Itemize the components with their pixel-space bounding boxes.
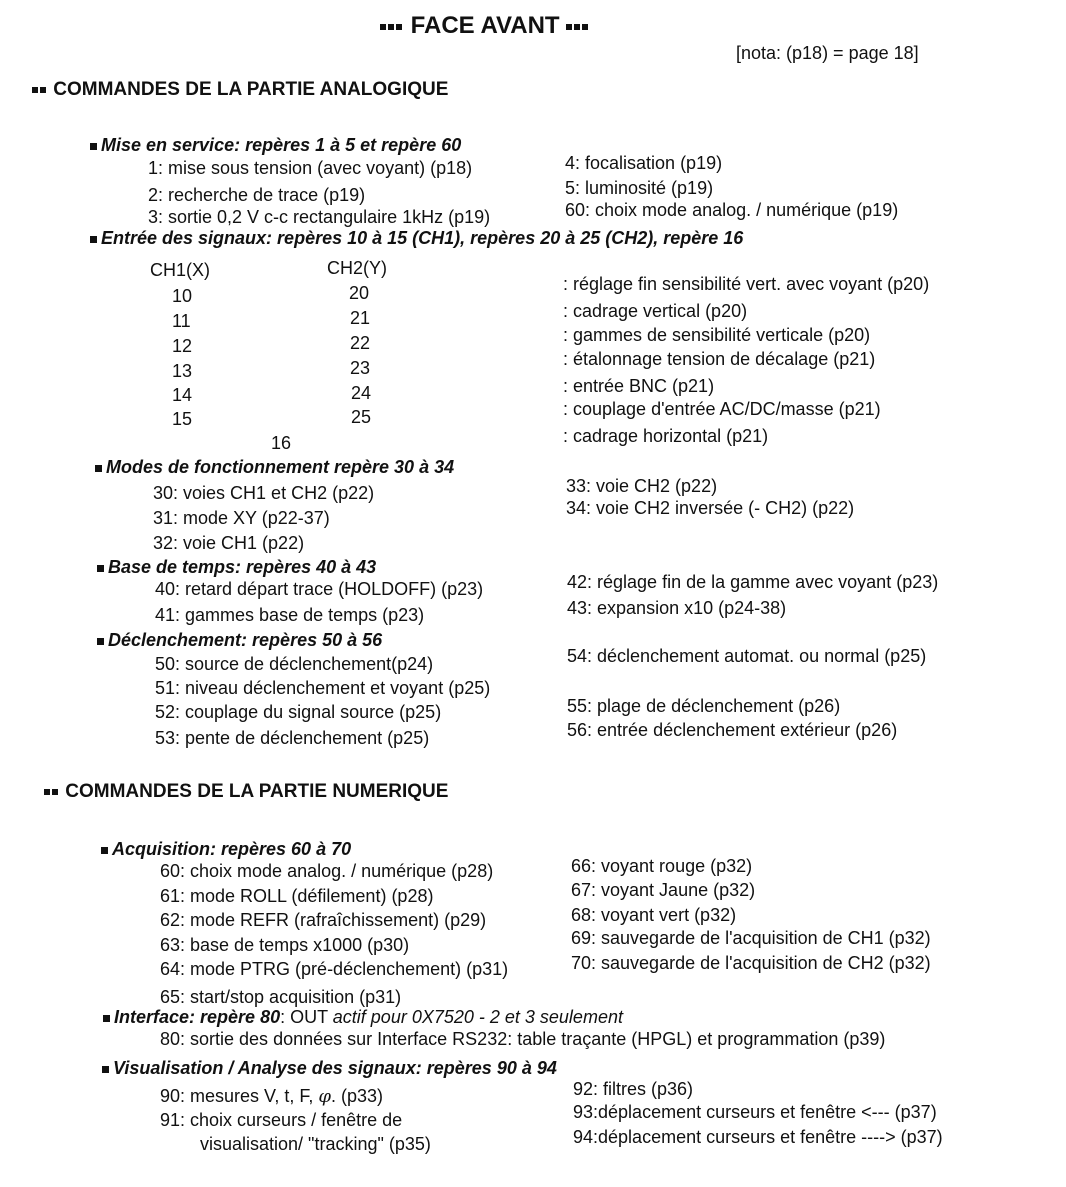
ch2-value: 25	[351, 407, 372, 427]
visu-right-1: 92: filtres (p36)	[573, 1079, 694, 1099]
acq-right-1: 66: voyant rouge (p32)	[571, 856, 753, 876]
entree-desc: : cadrage horizontal (p21)	[563, 426, 769, 446]
decl-left-4: 53: pente de déclenchement (p25)	[155, 728, 430, 748]
visu-section-title: Visualisation / Analyse des signaux: repères 90 à 94	[102, 1059, 557, 1077]
base-left-1: 40: retard départ trace (HOLDOFF) (p23)	[155, 579, 484, 599]
analog-heading-bullets	[32, 80, 48, 99]
visu-line-91b: visualisation/ "tracking" (p35)	[200, 1134, 431, 1154]
modes-left-2: 31: mode XY (p22-37)	[153, 508, 330, 528]
decl-section-title: Déclenchement: repères 50 à 56	[97, 631, 382, 649]
bullet-square	[97, 565, 104, 572]
page-title-row	[380, 14, 590, 39]
mise-left-2: 2: recherche de trace (p19)	[148, 185, 366, 205]
modes-right-1: 33: voie CH2 (p22)	[566, 476, 718, 496]
decl-right-2: 55: plage de déclenchement (p26)	[567, 696, 841, 716]
ch2-value: 20	[349, 283, 370, 303]
mise-right-1: 4: focalisation (p19)	[565, 153, 723, 173]
horizontal-value: 16	[271, 433, 292, 453]
ch1-value: 11	[172, 311, 191, 331]
bullet-square	[95, 465, 102, 472]
entree-desc: : étalonnage tension de décalage (p21)	[563, 349, 876, 369]
acq-left-3: 62: mode REFR (rafraîchissement) (p29)	[160, 910, 487, 930]
ch2-value: 24	[351, 383, 372, 403]
numeric-heading-bullets	[44, 782, 60, 801]
page-title: FACE AVANT	[410, 12, 560, 39]
acq-left-1: 60: choix mode analog. / numérique (p28)	[160, 861, 494, 881]
acq-section-title: Acquisition: repères 60 à 70	[101, 840, 351, 858]
ch2-value: 21	[350, 308, 371, 328]
mise-left-1: 1: mise sous tension (avec voyant) (p18)	[148, 158, 473, 178]
ch2-value: 22	[350, 333, 371, 353]
decl-left-1: 50: source de déclenchement(p24)	[155, 654, 434, 674]
decl-left-3: 52: couplage du signal source (p25)	[155, 702, 442, 722]
mise-left-3: 3: sortie 0,2 V c-c rectangulaire 1kHz (p19)	[148, 207, 491, 227]
mise-section-title: Mise en service: repères 1 à 5 et repère 60	[90, 136, 461, 154]
interface-line: 80: sortie des données sur Interface RS232: table traçante (HPGL) et programmation (p39)	[160, 1029, 886, 1049]
analog-heading: COMMANDES DE LA PARTIE ANALOGIQUE	[53, 79, 449, 100]
entree-desc: : gammes de sensibilité verticale (p20)	[563, 325, 871, 345]
ch2-header: CH2(Y)	[327, 258, 388, 278]
bullet-square	[90, 143, 97, 150]
interface-out: : OUT	[280, 1007, 328, 1027]
ch1-value: 10	[172, 286, 193, 306]
visu-line-91a: 91: choix curseurs / fenêtre de	[160, 1110, 403, 1130]
decl-right-1: 54: déclenchement automat. ou normal (p25)	[567, 646, 927, 666]
numeric-heading-row	[44, 782, 448, 801]
modes-right-2: 34: voie CH2 inversée (- CH2) (p22)	[566, 498, 855, 518]
mise-right-3: 60: choix mode analog. / numérique (p19)	[565, 200, 899, 220]
modes-left-1: 30: voies CH1 et CH2 (p22)	[153, 483, 375, 503]
base-right-1: 42: réglage fin de la gamme avec voyant (p23)	[567, 572, 939, 592]
title-bullets-left	[380, 15, 404, 39]
decl-right-3: 56: entrée déclenchement extérieur (p26)	[567, 720, 898, 740]
visu-line-90: 90: mesures V, t, F, φ. (p33)	[160, 1086, 384, 1107]
base-right-2: 43: expansion x10 (p24-38)	[567, 598, 787, 618]
visu-right-2: 93:déplacement curseurs et fenêtre <--- (p37)	[573, 1102, 937, 1122]
interface-section-title: Interface: repère 80: OUT actif pour 0X7520 - 2 et 3 seulement	[103, 1008, 623, 1026]
mise-right-2: 5: luminosité (p19)	[565, 178, 714, 198]
ch1-header: CH1(X)	[150, 260, 211, 280]
modes-section-title: Modes de fonctionnement repère 30 à 34	[95, 458, 454, 476]
bullet-square	[101, 847, 108, 854]
base-left-2: 41: gammes base de temps (p23)	[155, 605, 425, 625]
analog-heading-row	[32, 80, 448, 99]
decl-left-2: 51: niveau déclenchement et voyant (p25)	[155, 678, 491, 698]
modes-left-3: 32: voie CH1 (p22)	[153, 533, 305, 553]
acq-left-5: 64: mode PTRG (pré-déclenchement) (p31)	[160, 959, 509, 979]
bullet-square	[90, 236, 97, 243]
ch2-value: 23	[350, 358, 371, 378]
nota-text: [nota: (p18) = page 18]	[736, 43, 919, 63]
interface-note: actif pour 0X7520 - 2 et 3 seulement	[332, 1007, 623, 1027]
acq-right-4: 69: sauvegarde de l'acquisition de CH1 (p32)	[571, 928, 931, 948]
acq-left-2: 61: mode ROLL (défilement) (p28)	[160, 886, 434, 906]
numeric-heading: COMMANDES DE LA PARTIE NUMERIQUE	[65, 781, 449, 802]
ch1-value: 14	[172, 385, 193, 405]
entree-section-title: Entrée des signaux: repères 10 à 15 (CH1), repères 20 à 25 (CH2), repère 16	[90, 229, 743, 247]
acq-right-5: 70: sauvegarde de l'acquisition de CH2 (p32)	[571, 953, 931, 973]
bullet-square	[97, 638, 104, 645]
ch1-value: 15	[172, 409, 193, 429]
bullet-square	[103, 1015, 110, 1022]
acq-right-3: 68: voyant vert (p32)	[571, 905, 737, 925]
acq-left-4: 63: base de temps x1000 (p30)	[160, 935, 410, 955]
entree-desc: : couplage d'entrée AC/DC/masse (p21)	[563, 399, 881, 419]
entree-desc: : réglage fin sensibilité vert. avec voyant (p20)	[563, 274, 930, 294]
title-bullets-right	[566, 15, 590, 39]
acq-right-2: 67: voyant Jaune (p32)	[571, 880, 756, 900]
base-section-title: Base de temps: repères 40 à 43	[97, 558, 376, 576]
bullet-square	[102, 1066, 109, 1073]
phi-symbol: φ	[318, 1086, 332, 1107]
entree-desc: : entrée BNC (p21)	[563, 376, 715, 396]
entree-desc: : cadrage vertical (p20)	[563, 301, 748, 321]
acq-left-6: 65: start/stop acquisition (p31)	[160, 987, 402, 1007]
visu-right-3: 94:déplacement curseurs et fenêtre ----> (p37)	[573, 1127, 943, 1147]
ch1-value: 13	[172, 361, 193, 381]
ch1-value: 12	[172, 336, 193, 356]
